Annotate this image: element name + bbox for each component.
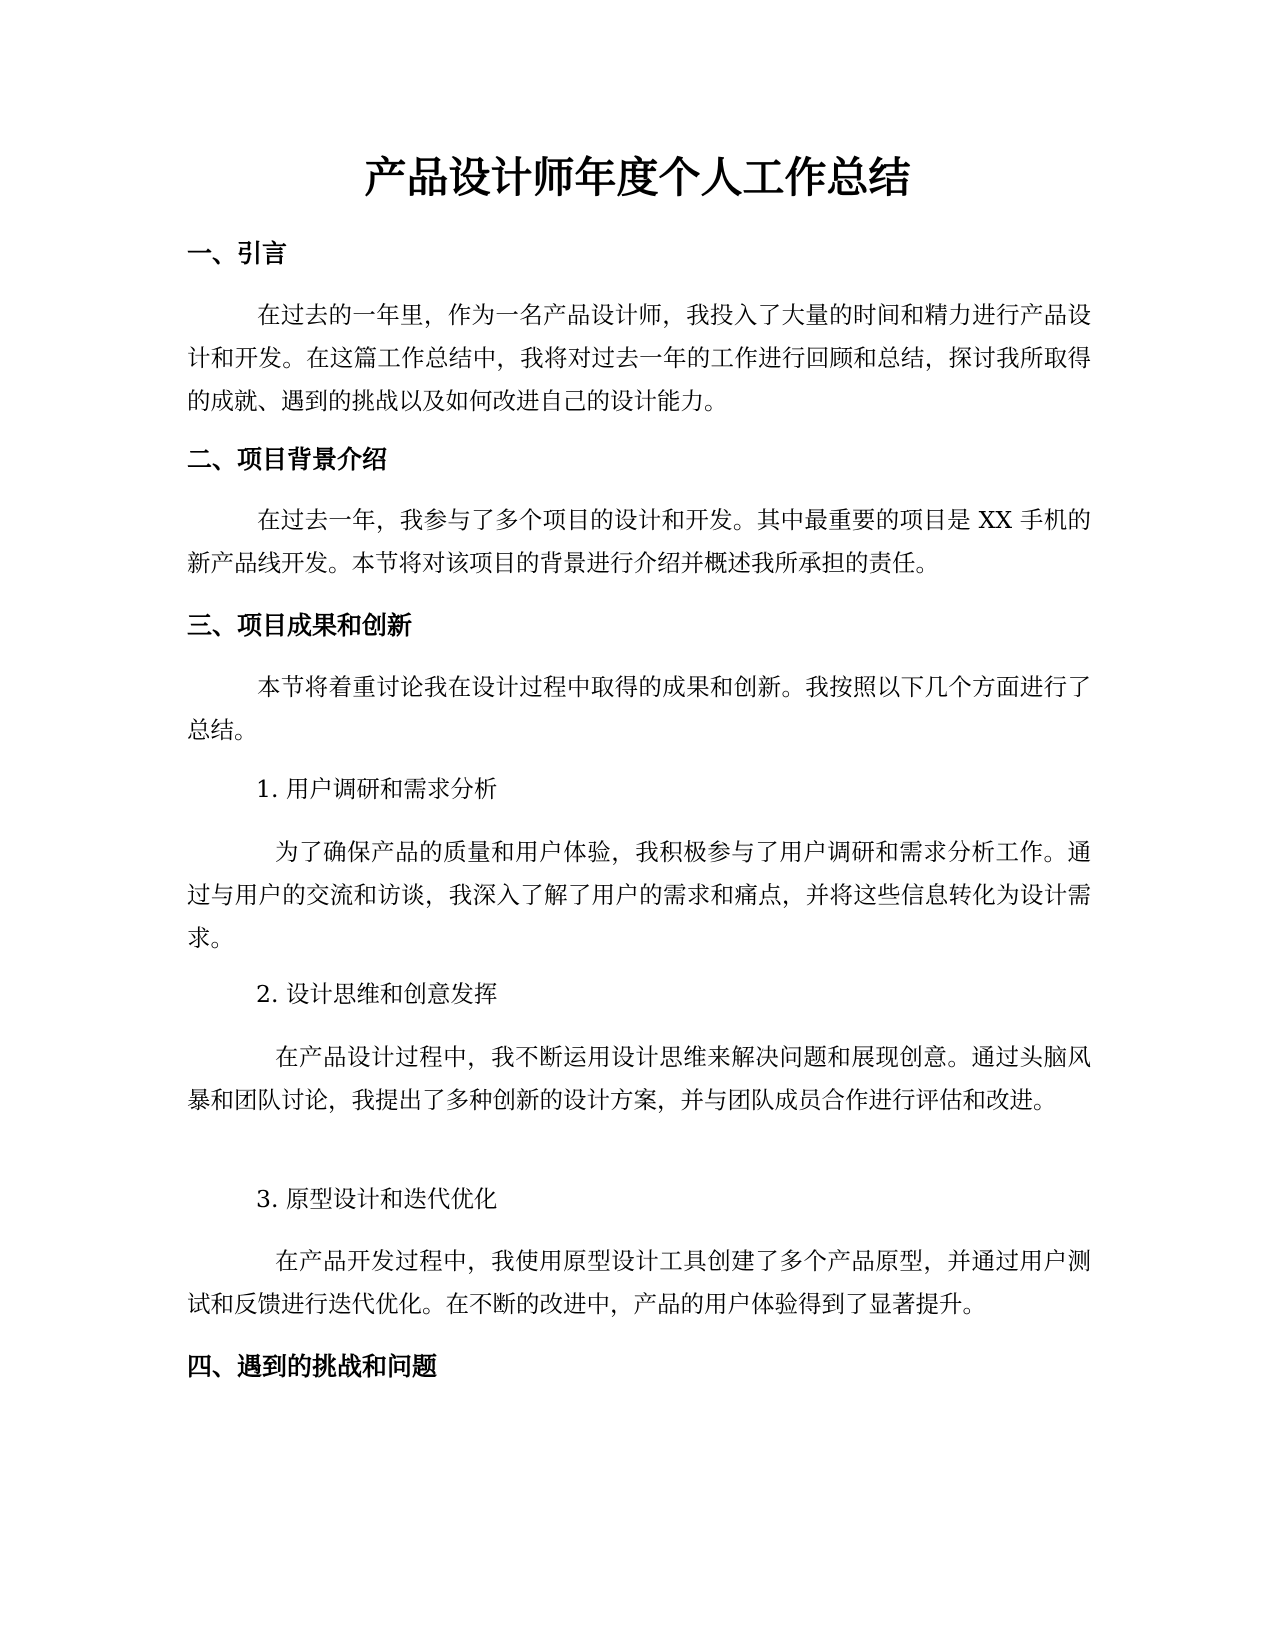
section-paragraph-project-background: 在过去一年，我参与了多个项目的设计和开发。其中最重要的项目是 XX 手机的新产品线开发。本节将对该项目的背景进行介绍并概述我所承担的责任。 (187, 506, 1091, 577)
section-paragraph-introduction: 在过去的一年里，作为一名产品设计师，我投入了大量的时间和精力进行产品设计和开发。在这篇工作总结中，我将对过去一年的工作进行回顾和总结，探讨我所取得的成就、遇到的挑战以及如何改进自己的设计能力。 (187, 301, 1091, 415)
list-item-title-design-thinking: 2. 设计思维和创意发挥 (256, 980, 498, 1008)
list-item-paragraph-design-thinking: 在产品设计过程中，我不断运用设计思维来解决问题和展现创意。通过头脑风暴和团队讨论，我提出了多种创新的设计方案，并与团队成员合作进行评估和改进。 (187, 1043, 1091, 1114)
section-paragraph-project-results: 本节将着重讨论我在设计过程中取得的成果和创新。我按照以下几个方面进行了总结。 (187, 673, 1091, 744)
section-heading-project-background: 二、项目背景介绍 (187, 445, 388, 474)
list-item-paragraph-prototyping: 在产品开发过程中，我使用原型设计工具创建了多个产品原型，并通过用户测试和反馈进行迭代优化。在不断的改进中，产品的用户体验得到了显著提升。 (187, 1247, 1091, 1318)
list-item-title-prototyping: 3. 原型设计和迭代优化 (256, 1185, 498, 1213)
section-heading-project-results: 三、项目成果和创新 (187, 611, 413, 640)
section-heading-introduction: 一、引言 (187, 239, 288, 268)
list-item-title-user-research: 1. 用户调研和需求分析 (256, 775, 498, 803)
section-heading-challenges: 四、遇到的挑战和问题 (187, 1352, 438, 1381)
list-item-paragraph-user-research: 为了确保产品的质量和用户体验，我积极参与了用户调研和需求分析工作。通过与用户的交流和访谈，我深入了解了用户的需求和痛点，并将这些信息转化为设计需求。 (187, 838, 1091, 952)
document-title: 产品设计师年度个人工作总结 (364, 153, 911, 202)
